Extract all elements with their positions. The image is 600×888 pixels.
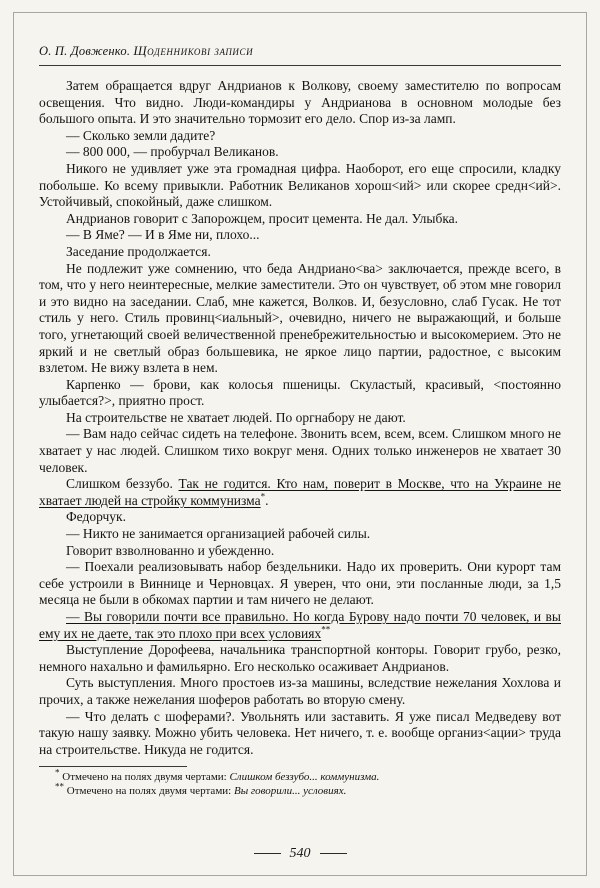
running-header: [39, 44, 561, 66]
footnote-marker: **: [55, 781, 64, 792]
footnote-marker: *: [55, 767, 60, 778]
paragraph-dialogue: — Никто не занимается организацией рабочей силы.: [66, 526, 371, 542]
paragraph-dialogue: — 800 000, — пробурчал Великанов.: [66, 144, 279, 160]
paragraph: Говорит взволнованно и убежденно.: [66, 542, 275, 558]
footnote: [39, 767, 561, 785]
page-number-rule-right: [320, 853, 347, 854]
paragraph-dialogue: — В Яме? — И в Яме ни, плохо...: [66, 227, 260, 243]
page-number-block: [0, 846, 600, 862]
paragraph-text: Слишком беззубо.: [66, 476, 179, 492]
paragraph: Суть выступления. Много простоев из-за машины, вследствие нежелания Хохлова и прочих, а также нежелания шоферов работать во вторую смену.: [39, 675, 561, 707]
paragraph-text: .: [265, 492, 269, 508]
body-text: [39, 78, 561, 758]
paragraph: Карпенко — брови, как колосья пшеницы. Скуластый, красивый, <постоянно улыбается?>, приятно прост.: [39, 376, 561, 409]
running-header-title: Щоденникові записи: [133, 44, 254, 58]
paragraph: Федорчук.: [66, 509, 126, 525]
page-number-rule-left: [254, 853, 281, 854]
paragraph: Никого не удивляет уже эта громадная цифра. Наоборот, его еще спросили, кладку побольше. Ко всему привыкли. Работник Великанов хорош<ий> или скорее средн<ий>. Устойчивый, спокойный, даже слишком.: [39, 160, 561, 210]
underlined-text: — Вы говорили почти все правильно. Но когда Бурову надо почти 70 человек, и вы ему их не даете, так это плохо при всех условиях: [39, 609, 561, 641]
footnote-quote: Слишком беззубо... коммунизма.: [229, 771, 380, 784]
footnote-reference: *: [260, 491, 266, 502]
page-content: [39, 44, 561, 798]
footnote-reference: **: [321, 624, 331, 635]
footnote: [39, 781, 561, 799]
paragraph: На строительстве не хватает людей. По оргнабору не дают.: [66, 409, 406, 425]
footnotes-section: [39, 766, 561, 798]
paragraph: Не подлежит уже сомнению, что беда Андриано<ва> заключается, прежде всего, в том, что у него неинтересные, мелкие заместители. Это он чувствует, об этом мне говорил и это видно на заседании. Слаб, мне кажется, Волков. И, безусловно, слаб Гусак. Не тот стиль у него. Стиль провинц<иальный>, очевидно, ничего не выражающий, и больше того, угнетающий своей величественной пренебрежительностью и высокомерием. Это не яркий и не светлый образ большевика, не яркое лицо партии, радостное, с высоким взлетом. Не вижу взлета в нем.: [39, 260, 561, 376]
footnote-text: Отмечено на полях двумя чертами:: [66, 784, 232, 797]
page-number: 540: [289, 845, 311, 861]
paragraph-dialogue: — Поехали реализовывать набор бездельники. Надо их проверить. Они курорт там себе устроили в Виннице и Черновцах. Я уверен, что они, эти посланные люди, за 1,5 месяца не были в обкомах партии и там ничего не делают.: [39, 559, 561, 608]
paragraph-dialogue: — Сколько земли дадите?: [66, 127, 216, 143]
paragraph-with-underline: [39, 476, 561, 509]
paragraph: Заседание продолжается.: [66, 243, 211, 259]
footnote-quote: Вы говорили... условиях.: [233, 784, 347, 797]
paragraph: Андрианов говорит с Запорожцем, просит цемента. Не дал. Улыбка.: [66, 210, 459, 226]
running-header-author: О. П. Довженко.: [39, 44, 131, 58]
footnote-text: Отмечено на полях двумя чертами:: [62, 771, 227, 784]
paragraph-dialogue: — Что делать с шоферами?. Увольнять или заставить. Я уже писал Медведеву вот такую нашу заявку. Можно убить человека. Нет ничего, т. е. вообще организ<ации> труда на строительстве. Никуда не годится.: [39, 708, 561, 757]
paragraph: Выступление Дорофеева, начальника транспортной конторы. Говорит грубо, резко, немного нахально и фамильярно. Его несколько осаживает Андрианов.: [39, 642, 561, 674]
paragraph-dialogue: — Вам надо сейчас сидеть на телефоне. Звонить всем, всем, всем. Слишком много не хватает у нас людей. Слишком тихо вокруг меня. Одних только инженеров не хватает 30 человек.: [39, 426, 561, 475]
paragraph: Затем обращается вдруг Андрианов к Волкову, своему заместителю по вопросам освещения. Что видно. Люди-командиры у Андрианова в основном молодые без большого опыта. И это значительно тормозит его дело. Спор из-за ламп.: [39, 78, 561, 127]
paragraph-with-underline: [39, 609, 561, 642]
underlined-text: Так не годится. Кто нам, поверит в Москве, что на Украине не хватает людей на стройку коммунизма: [39, 476, 561, 508]
footnote-separator-rule: [39, 766, 187, 767]
